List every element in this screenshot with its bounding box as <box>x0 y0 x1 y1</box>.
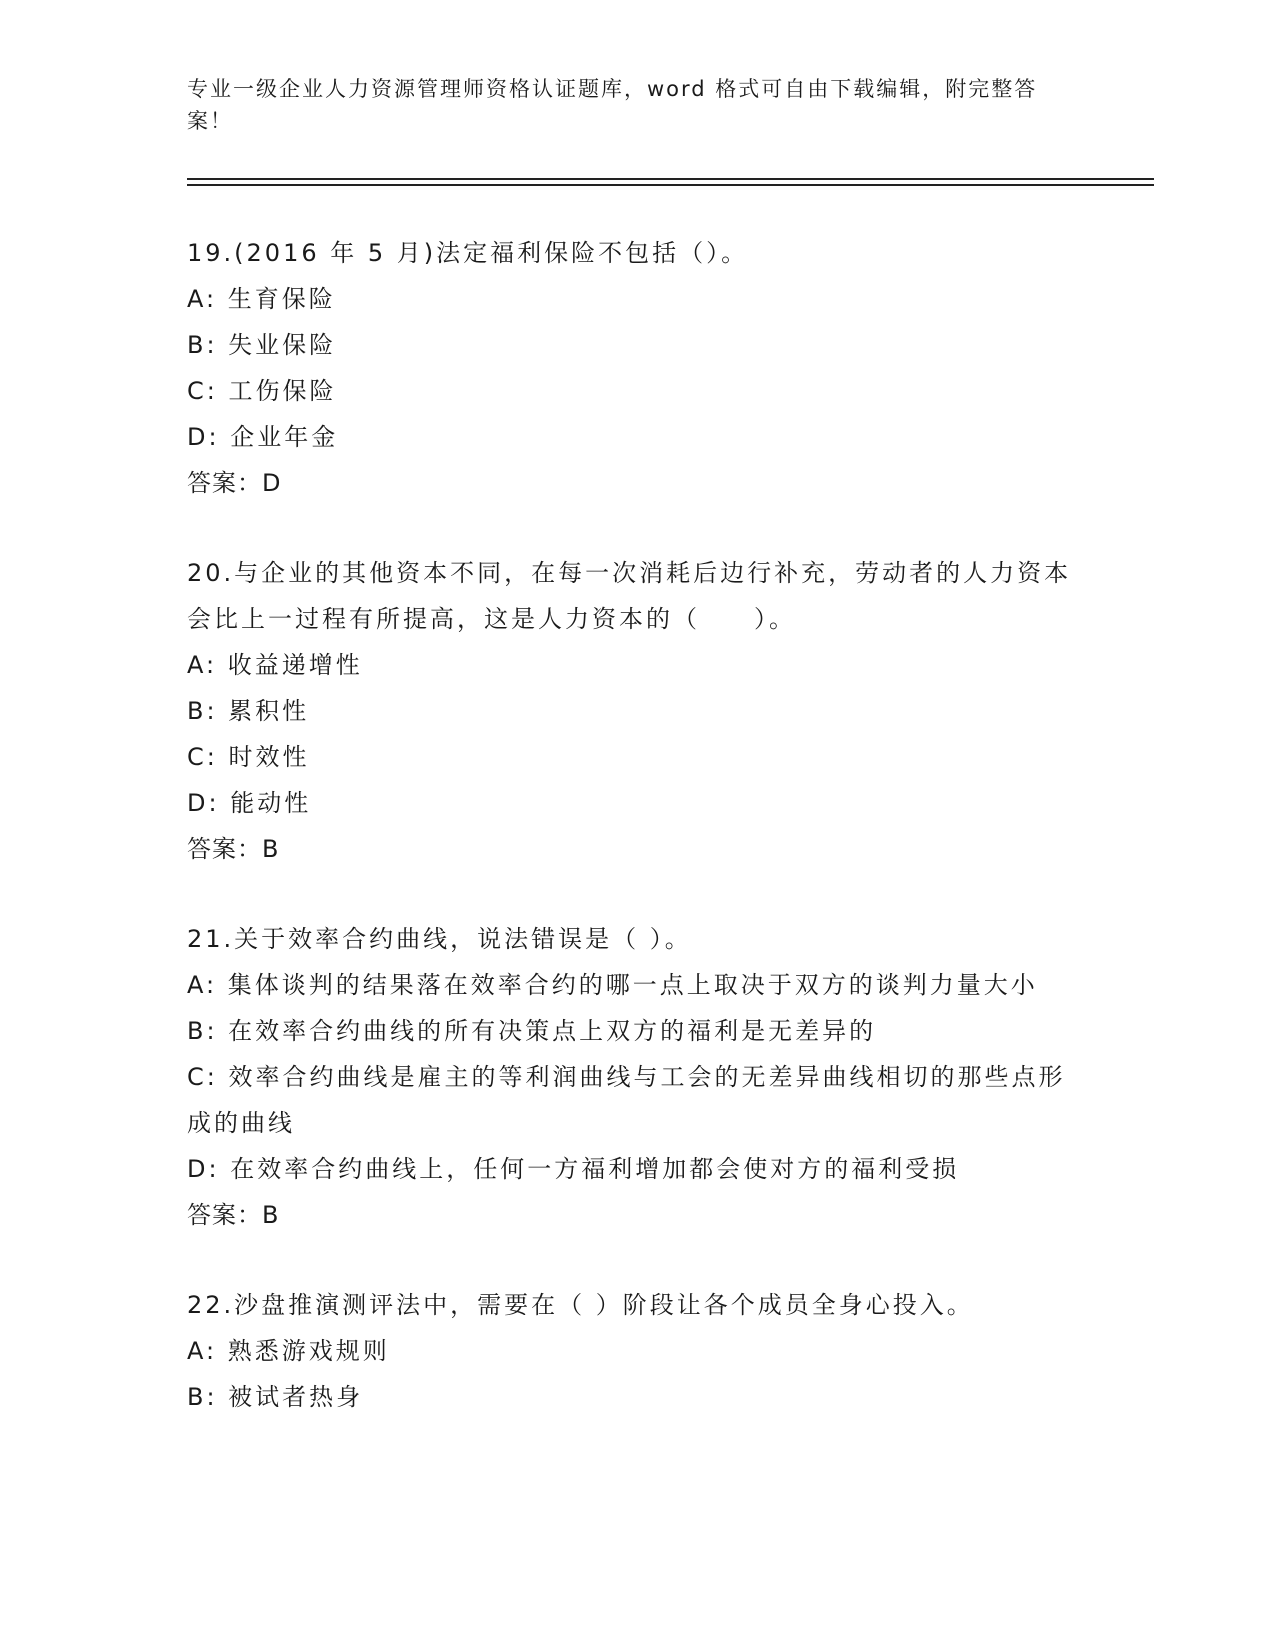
option-c: C: 时效性 <box>187 743 310 771</box>
option-d: D: 能动性 <box>187 789 312 817</box>
option-b: B: 失业保险 <box>187 331 337 359</box>
answer-row <box>187 826 1077 872</box>
document-header: 专业一级企业人力资源管理师资格认证题库，word 格式可自由下载编辑，附完整答案！ <box>187 77 1038 133</box>
question-22 <box>187 1282 1077 1420</box>
option-b: B: 被试者热身 <box>187 1383 364 1411</box>
question-stem: 21.关于效率合约曲线，说法错误是（ ）。 <box>187 925 692 953</box>
option-b: B: 在效率合约曲线的所有决策点上双方的福利是无差异的 <box>187 1017 877 1045</box>
answer-value: D <box>262 469 282 497</box>
answer-value: B <box>262 1201 280 1229</box>
question-21 <box>187 916 1077 1238</box>
question-stem: 20.与企业的其他资本不同，在每一次消耗后边行补充，劳动者的人力资本会比上一过程有所提高，这是人力资本的（ ）。 <box>187 559 1072 633</box>
option-d: D: 企业年金 <box>187 423 339 451</box>
option-a: A: 集体谈判的结果落在效率合约的哪一点上取决于双方的谈判力量大小 <box>187 971 1038 999</box>
option-d: D: 在效率合约曲线上，任何一方福利增加都会使对方的福利受损 <box>187 1155 960 1183</box>
header-divider-bottom <box>187 184 1154 186</box>
question-stem: 22.沙盘推演测评法中，需要在（ ）阶段让各个成员全身心投入。 <box>187 1291 974 1319</box>
answer-label: 答案： <box>187 1201 262 1229</box>
answer-label: 答案： <box>187 469 262 497</box>
option-c: C: 效率合约曲线是雇主的等利润曲线与工会的无差异曲线相切的那些点形成的曲线 <box>187 1063 1066 1137</box>
header-divider-top <box>187 178 1154 180</box>
question-list <box>187 230 1077 1464</box>
answer-row <box>187 1192 1077 1238</box>
option-c: C: 工伤保险 <box>187 377 337 405</box>
answer-row <box>187 460 1077 506</box>
question-19 <box>187 230 1077 506</box>
option-a: A: 熟悉游戏规则 <box>187 1337 390 1365</box>
question-20 <box>187 550 1077 872</box>
answer-value: B <box>262 835 280 863</box>
question-stem: 19.(2016 年 5 月)法定福利保险不包括（）。 <box>187 239 749 267</box>
option-a: A: 生育保险 <box>187 285 336 313</box>
option-a: A: 收益递增性 <box>187 651 363 679</box>
answer-label: 答案： <box>187 835 262 863</box>
option-b: B: 累积性 <box>187 697 310 725</box>
